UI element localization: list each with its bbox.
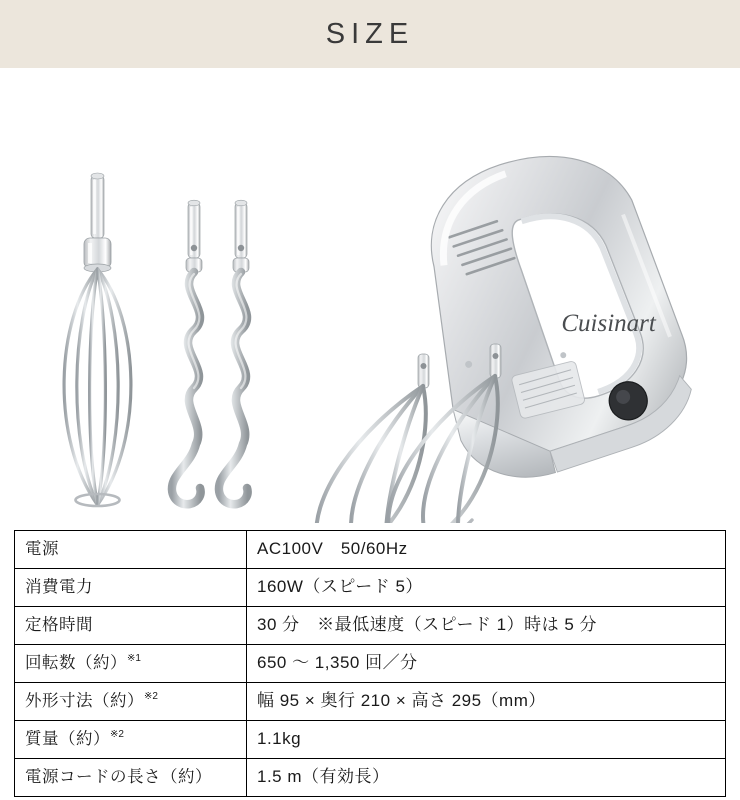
specification-table-wrapper <box>14 530 726 797</box>
dough-hook-left <box>172 200 202 504</box>
spec-value: AC100V 50/60Hz <box>247 531 726 569</box>
page-title: SIZE <box>325 17 415 50</box>
whisk-accessory <box>64 173 131 506</box>
spec-note: ※2 <box>110 729 124 741</box>
spec-label: 電源 <box>15 531 247 569</box>
table-row <box>15 607 726 645</box>
product-image-area <box>0 68 740 523</box>
table-row <box>15 721 726 759</box>
spec-label: 質量（約）$^{※2}$ <box>15 721 247 759</box>
table-row <box>15 683 726 721</box>
dough-hook-right <box>219 200 249 504</box>
spec-label: 定格時間 <box>15 607 247 645</box>
table-row <box>15 531 726 569</box>
spec-label: 外形寸法（約）$^{※2}$ <box>15 683 247 721</box>
spec-value: 1.5 m（有効長） <box>247 759 726 797</box>
spec-label: 電源コードの長さ（約） <box>15 759 247 797</box>
spec-value: 1.1kg <box>247 721 726 759</box>
spec-note: ※2 <box>144 691 158 703</box>
spec-value: 650 〜 1,350 回／分 <box>247 645 726 683</box>
specification-table <box>14 530 726 797</box>
spec-value: 160W（スピード 5） <box>247 569 726 607</box>
product-illustration <box>0 68 740 523</box>
hand-mixer-body <box>398 131 707 493</box>
spec-label: 消費電力 <box>15 569 247 607</box>
spec-value: 幅 95 × 奥行 210 × 高さ 295（mm） <box>247 683 726 721</box>
table-row <box>15 645 726 683</box>
page-header <box>0 0 740 68</box>
table-row <box>15 569 726 607</box>
spec-value: 30 分 ※最低速度（スピード 1）時は 5 分 <box>247 607 726 645</box>
brand-label: Cuisinart <box>561 309 656 337</box>
spec-note: ※1 <box>127 653 141 665</box>
spec-label: 回転数（約）$^{※1}$ <box>15 645 247 683</box>
table-row <box>15 759 726 797</box>
